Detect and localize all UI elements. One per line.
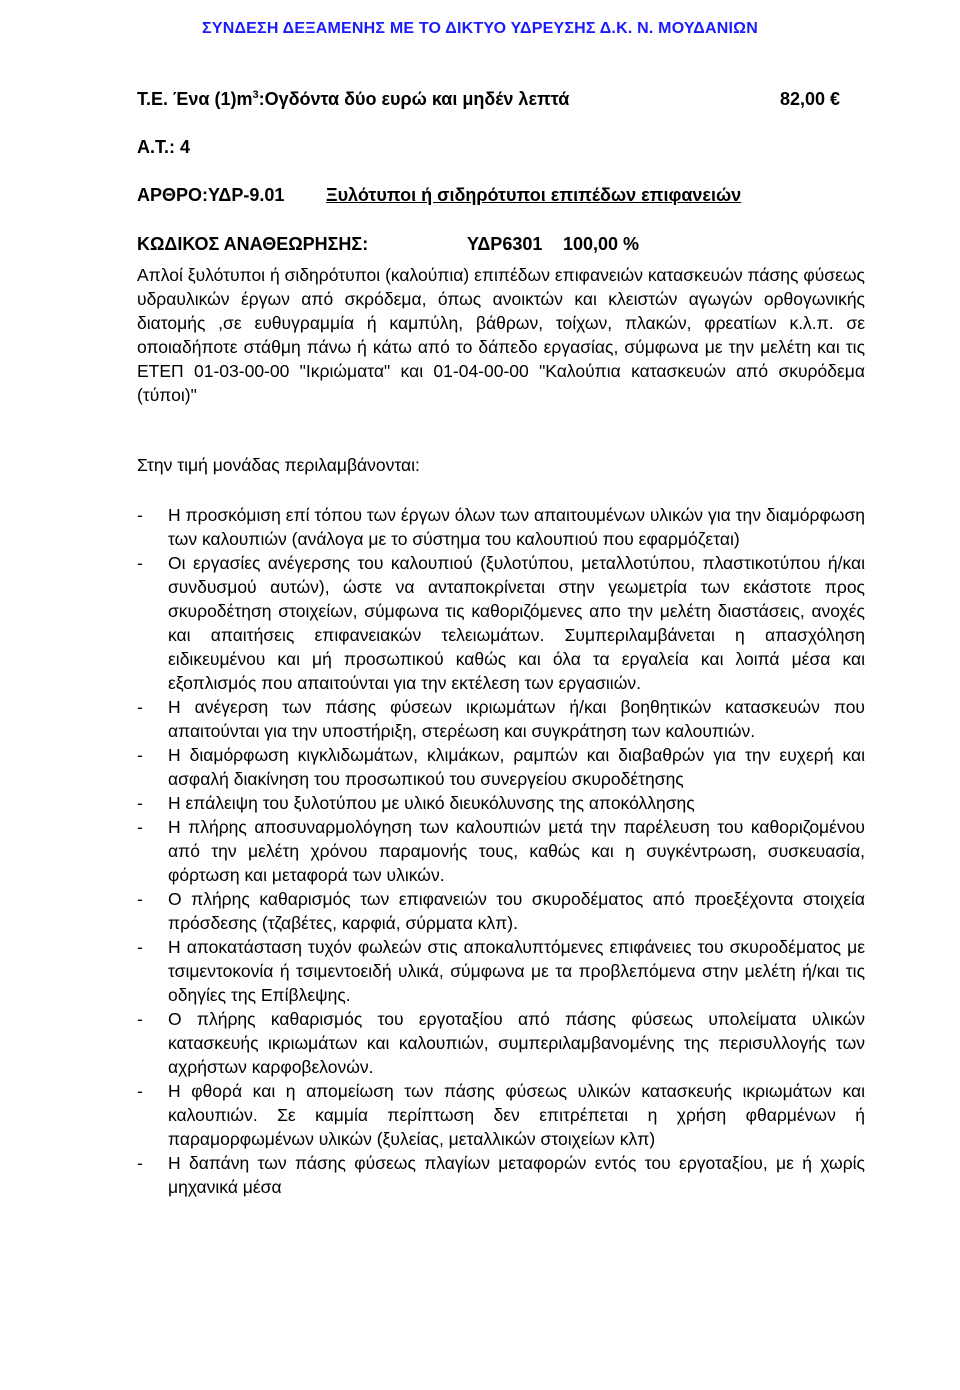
revision-code-label: ΚΩΔΙΚΟΣ ΑΝΑΘΕΩΡΗΣΗΣ: [137, 234, 369, 254]
includes-label: Στην τιμή μονάδας περιλαμβάνονται: [137, 455, 420, 475]
list-item-text: Ο πλήρης καθαρισμός του εργοταξίου από πάσης φύσεως υπολείματα υλικών κατασκευής ικριωμάτων και καλουπιών, συμπεριλαμβανομένης της περισυλλογής των αχρήστων καρφοβελονών. [168, 1009, 865, 1077]
list-item: - Η επάλειψη του ξυλοτύπου με υλικό διευκόλυνσης της αποκόλλησης [137, 793, 695, 813]
revision-code-percent: 100,00 % [563, 234, 640, 254]
list-item-text: Η αποκατάσταση τυχόν φωλεών στις αποκαλυπτόμενες επιφάνειες του σκυροδέματος με τσιμεντοκονία ή τσιμεντοειδή υλικά, σύμφωνα με τα προβλεπόμενα στην μελέτη ή/και τις οδηγίες της Επίβλεψης. [168, 937, 865, 1005]
article-code: ΑΡΘΡΟ:ΥΔΡ-9.01 [137, 185, 285, 205]
list-item-text: Η προσκόμιση επί τόπου των έργων όλων των απαιτουμένων υλικών για την διαμόρφωση των καλουπιών (ανάλογα με το σύστημα του καλουπιού που εφαρμόζεται) [168, 505, 865, 549]
list-item: - Ο πλήρης καθαρισμός των επιφανειών του σκυροδέματος από προεξέχοντα στοιχεία πρόσδεσης (τζαβέτες, καρφιά, σύρματα κλπ). [137, 889, 865, 933]
unit-price-suffix: :Ογδόντα δύο ευρώ και μηδέν λεπτά [258, 89, 570, 109]
article-title: Ξυλότυποι ή σιδηρότυποι επιπέδων επιφανειών [326, 185, 742, 205]
list-item: - Η φθορά και η απομείωση των πάσης φύσεως υλικών κατασκευής ικριωμάτων και καλουπιών. Σε καμμία περίπτωση δεν επιτρέπεται η χρήση φθαρμένων ή παραμορφωμένων υλικών (ξυλείας, μεταλλικών στοιχείων κλπ) [137, 1081, 865, 1149]
included-items-list [137, 503, 865, 1199]
unit-price-words [137, 89, 569, 110]
unit-price-superscript: 3 [252, 89, 259, 101]
list-item-text: Η επάλειψη του ξυλοτύπου με υλικό διευκόλυνσης της αποκόλλησης [168, 793, 695, 813]
article-number: Α.Τ.: 4 [137, 137, 191, 157]
list-item-text: Η πλήρης αποσυναρμολόγηση των καλουπιών μετά την παρέλευση του καθοριζομένου από την μελέτη χρόνου παραμονής τους, καθώς και η συγκέντρωση, συσκευασία, φόρτωση και μεταφορά των υλικών. [168, 817, 865, 885]
list-item-text: Η φθορά και η απομείωση των πάσης φύσεως υλικών κατασκευής ικριωμάτων και καλουπιών. Σε καμμία περίπτωση δεν επιτρέπεται η χρήση φθαρμένων ή παραμορφωμένων υλικών (ξυλείας, μεταλλικών στοιχείων κλπ) [168, 1081, 865, 1149]
list-item: - Η διαμόρφωση κιγκλιδωμάτων, κλιμάκων, ραμπών και διαβαθρών για την ευχερή και ασφαλή διακίνηση του προσωπικού του συνεργείου σκυροδέτησης [137, 745, 865, 789]
revision-code-value: ΥΔΡ6301 [467, 234, 543, 254]
list-item: - Η δαπάνη των πάσης φύσεως πλαγίων μεταφορών εντός του εργοταξίου, με ή χωρίς μηχανικά μέσα [137, 1153, 865, 1197]
article-description: Απλοί ξυλότυποι ή σιδηρότυποι (καλούπια) επιπέδων επιφανειών κατασκευών πάσης φύσεως υδραυλικών έργων από σκρόδεμα, όπως ανοικτών και κλειστών αγωγών ορθογωνικής διατομής ,σε ευθυγραμμία ή καμπύλη, βάθρων, τοίχων, πλακών, φρεατίων κ.λ.π. σε οποιαδήποτε στάθμη πάνω ή κάτω από το δάπεδο εργασίας, σύμφωνα με την μελέτη και τις ΕΤΕΠ 01-03-00-00 "Ικριώματα" και 01-04-00-00 "Καλούπια κατασκευών από σκυρόδεμα (τύποι)" [137, 265, 865, 405]
list-item-text: Οι εργασίες ανέγερσης του καλουπιού (ξυλοτύπου, μεταλλοτύπου, πλαστικοτύπου ή/και συνδυσμού αυτών), ώστε να ανταποκρίνεται στην γεωμετρία των εκάστοτε προς σκυροδέτηση στοιχείων, σύμφωνα τις καθοριζόμενες απο την μελέτη διαστάσεις, ανοχές και απαιτήσεις επιφανειακών τελειωμάτων. Συμπεριλαμβάνεται η απασχόληση ειδικευμένου και μή προσωπικού καθώς και όλα τα εργαλεία και λοιπά μέσα και εξοπλισμός που απαιτούνται για την εκτέλεση των εργασιιών. [168, 553, 865, 693]
list-item: - Οι εργασίες ανέγερσης του καλουπιού (ξυλοτύπου, μεταλλοτύπου, πλαστικοτύπου ή/και συνδυσμού αυτών), ώστε να ανταποκρίνεται στην γεωμετρία των εκάστοτε προς σκυροδέτηση στοιχείων, σύμφωνα τις καθοριζόμενες απο την μελέτη διαστάσεις, ανοχές και απαιτήσεις επιφανειακών τελειωμάτων. Συμπεριλαμβάνεται η απασχόληση ειδικευμένου και μή προσωπικού καθώς και όλα τα εργαλεία και λοιπά μέσα και εξοπλισμός που απαιτούνται για την εκτέλεση των εργασιιών. [137, 553, 865, 693]
page-header: ΣΥΝΔΕΣΗ ΔΕΞΑΜΕΝΗΣ ΜΕ ΤΟ ΔΙΚΤΥΟ ΥΔΡΕΥΣΗΣ Δ.Κ. Ν. ΜΟΥΔΑΝΙΩΝ [202, 20, 758, 37]
list-item-text: Η ανέγερση των πάσης φύσεων ικριωμάτων ή/και βοηθητικών κατασκευών που απαιτούνται για την υποστήριξη, στερέωση και συγκράτηση των καλουπιών. [168, 697, 865, 741]
list-item: - Ο πλήρης καθαρισμός του εργοταξίου από πάσης φύσεως υπολείματα υλικών κατασκευής ικριωμάτων και καλουπιών, συμπεριλαμβανομένης της περισυλλογής των αχρήστων καρφοβελονών. [137, 1009, 865, 1077]
list-item-text: Η διαμόρφωση κιγκλιδωμάτων, κλιμάκων, ραμπών και διαβαθρών για την ευχερή και ασφαλή διακίνηση του προσωπικού του συνεργείου σκυροδέτησης [168, 745, 865, 789]
list-item: - Η ανέγερση των πάσης φύσεων ικριωμάτων ή/και βοηθητικών κατασκευών που απαιτούνται για την υποστήριξη, στερέωση και συγκράτηση των καλουπιών. [137, 697, 865, 741]
unit-price-prefix: Τ.Ε. Ένα (1)m [137, 89, 253, 109]
list-item-text: Η δαπάνη των πάσης φύσεως πλαγίων μεταφορών εντός του εργοταξίου, με ή χωρίς μηχανικά μέσα [168, 1153, 865, 1197]
list-item: - Η προσκόμιση επί τόπου των έργων όλων των απαιτουμένων υλικών για την διαμόρφωση των καλουπιών (ανάλογα με το σύστημα του καλουπιού που εφαρμόζεται) [137, 505, 865, 549]
unit-price-amount: 82,00 € [780, 89, 841, 109]
list-item-text: Ο πλήρης καθαρισμός των επιφανειών του σκυροδέματος από προεξέχοντα στοιχεία πρόσδεσης (τζαβέτες, καρφιά, σύρματα κλπ). [168, 889, 865, 933]
list-item: - Η αποκατάσταση τυχόν φωλεών στις αποκαλυπτόμενες επιφάνειες του σκυροδέματος με τσιμεντοκονία ή τσιμεντοειδή υλικά, σύμφωνα με τα προβλεπόμενα στην μελέτη ή/και τις οδηγίες της Επίβλεψης. [137, 937, 865, 1005]
list-item: - Η πλήρης αποσυναρμολόγηση των καλουπιών μετά την παρέλευση του καθοριζομένου από την μελέτη χρόνου παραμονής τους, καθώς και η συγκέντρωση, συσκευασία, φόρτωση και μεταφορά των υλικών. [137, 817, 865, 885]
